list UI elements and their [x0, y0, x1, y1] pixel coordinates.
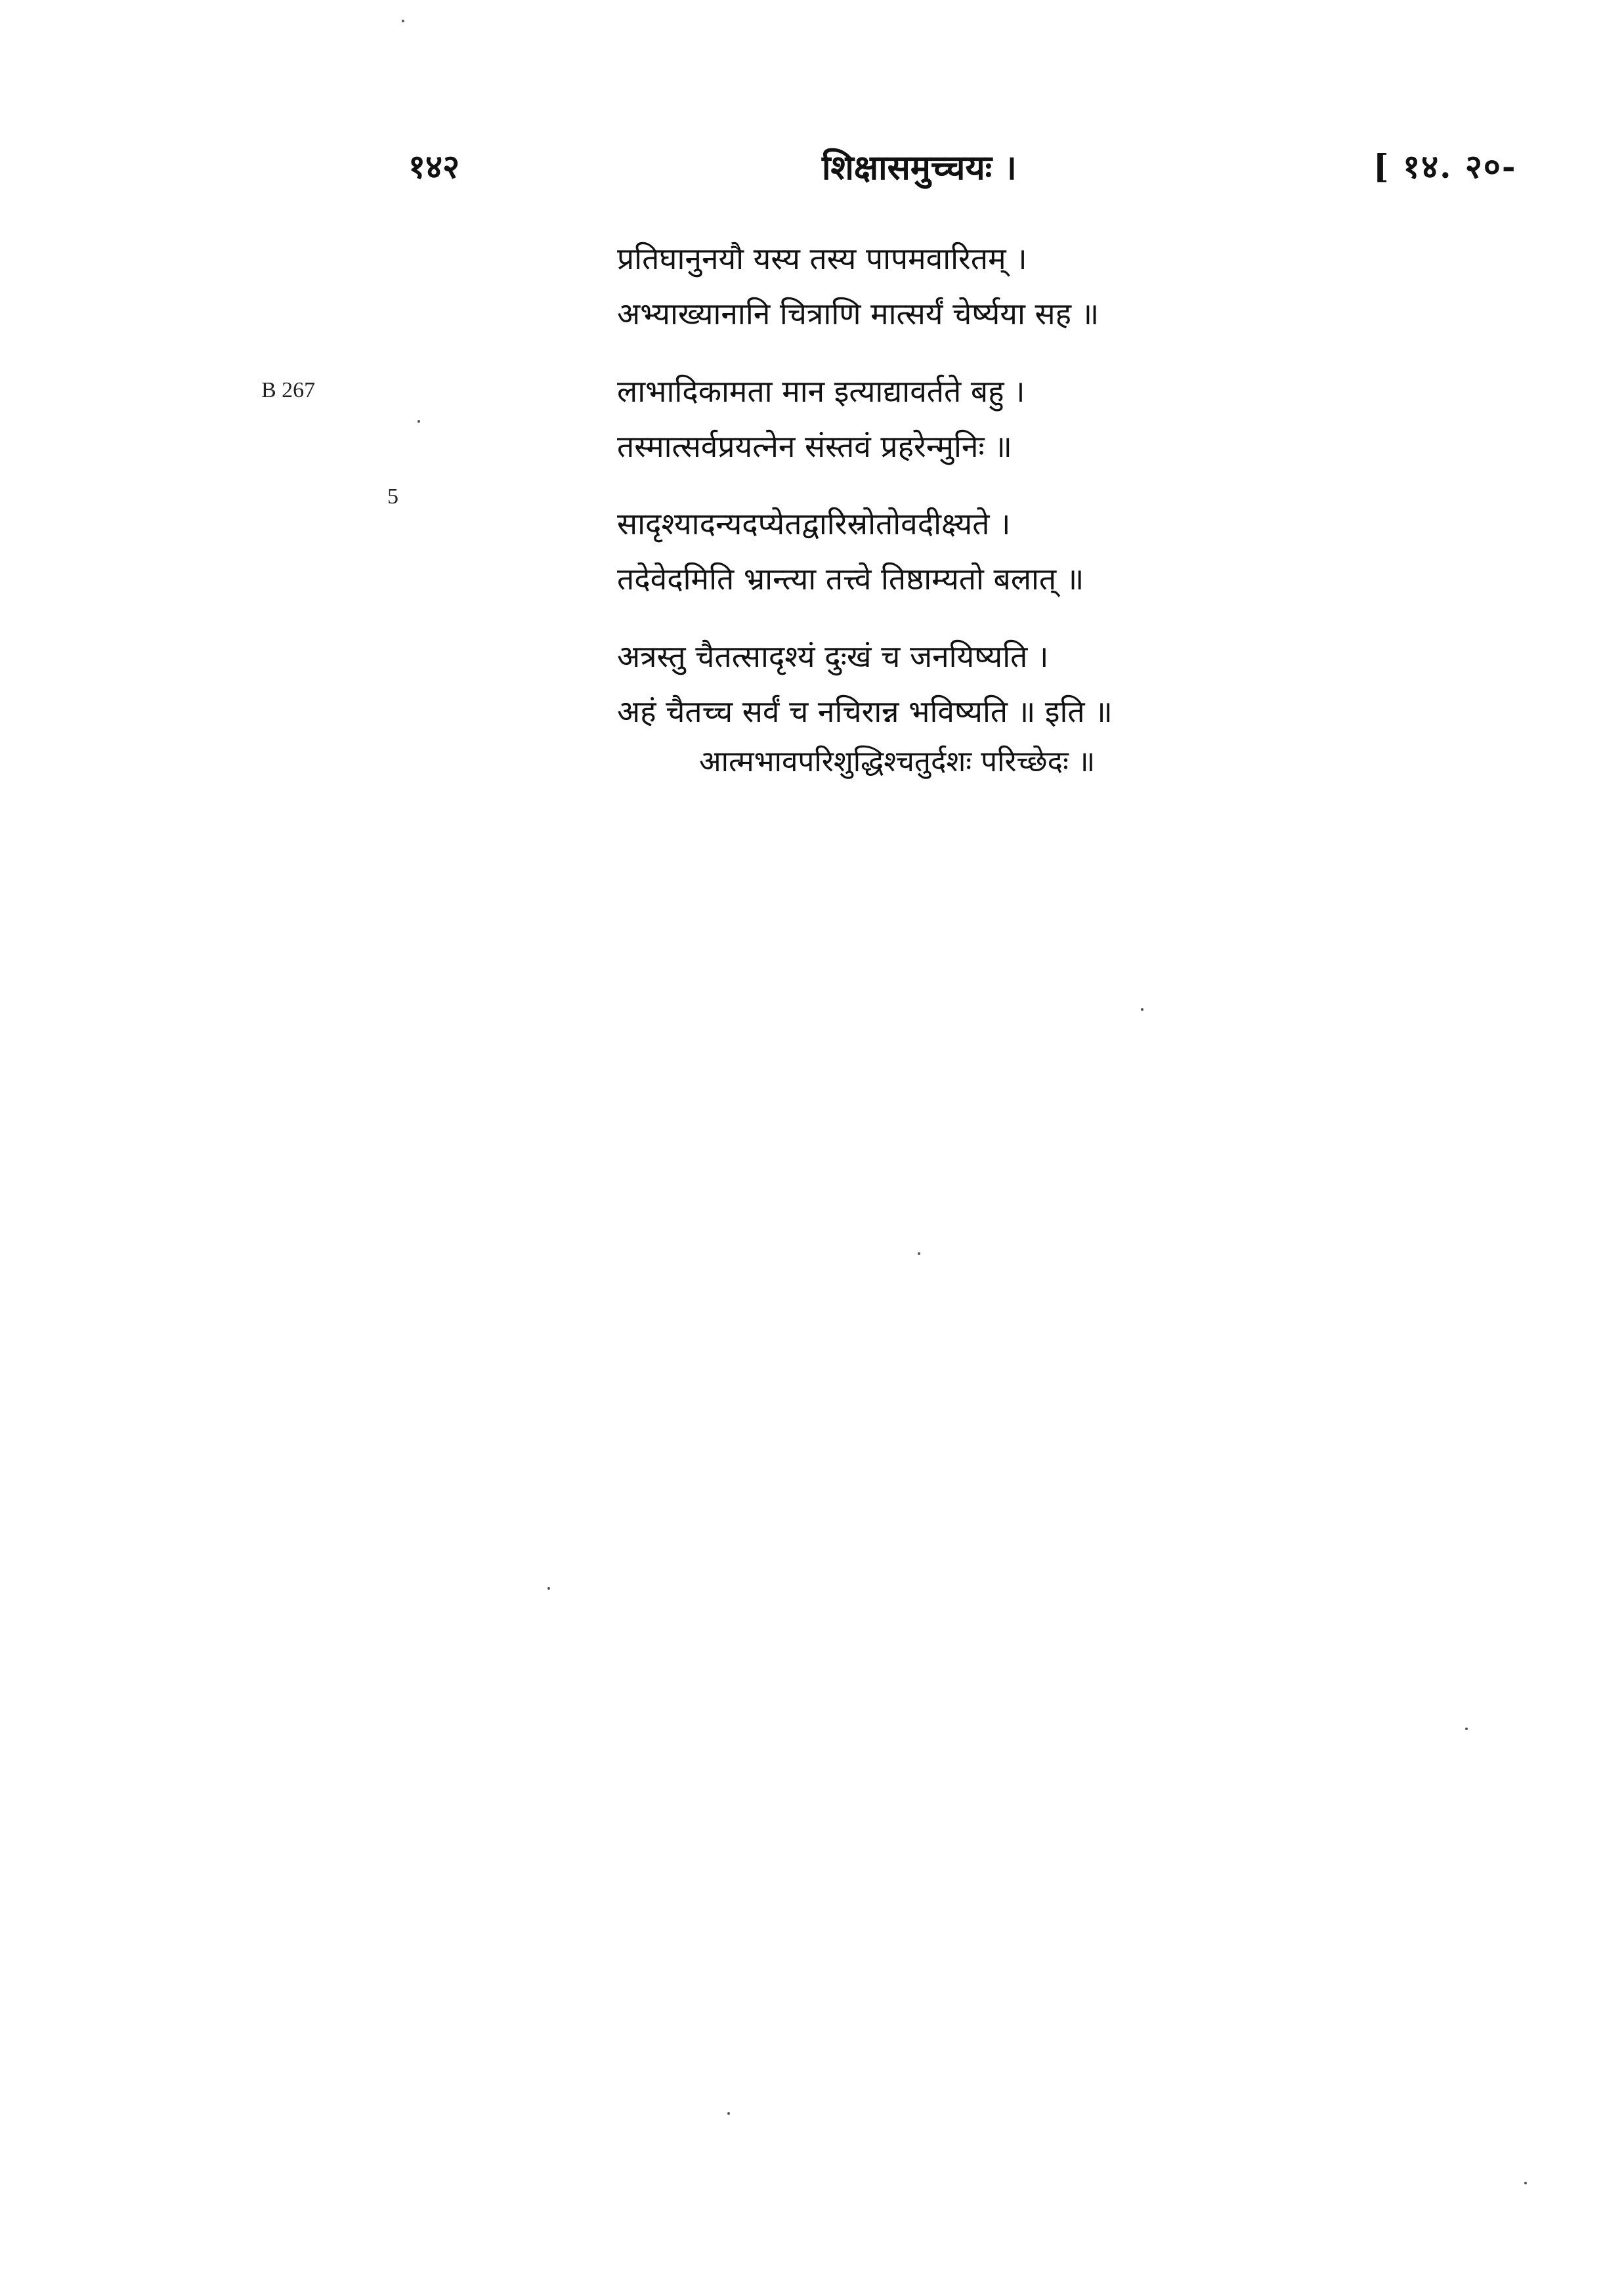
verse [617, 629, 1273, 739]
verse [617, 496, 1273, 606]
section-reference: [ १४. २०- [1373, 147, 1517, 186]
scan-speck [1524, 2182, 1527, 2184]
scan-speck [1465, 1728, 1468, 1730]
verse-line: लाभादिकामता मान इत्याद्यावर्तते बहु । [617, 373, 1025, 409]
verse-line: प्रतिघानुनयौ यस्य तस्य पापमवारितम् । [617, 241, 1027, 276]
running-title: शिक्षासमुच्चयः । [822, 148, 1017, 188]
page-header [0, 143, 1624, 196]
scan-speck [1141, 1008, 1143, 1011]
page-number: १४२ [408, 147, 459, 186]
scan-speck [727, 2112, 730, 2115]
verse-line: अत्रस्तु चैतत्सादृश्यं दुःखं च जनयिष्यति । [617, 639, 1049, 674]
verse-line: तस्मात्सर्वप्रयत्नेन संस्तवं प्रहरेन्मुनिः ॥ [617, 429, 1012, 464]
scan-speck [417, 420, 420, 423]
verse-line: अहं चैतच्च सर्वं च नचिरान्न भविष्यति ॥ इति ॥ [617, 694, 1113, 729]
verse [617, 231, 1273, 341]
scan-speck [918, 1252, 920, 1255]
verse-block [617, 231, 1273, 761]
margin-reference: B 267 [261, 378, 316, 402]
verse [617, 364, 1273, 474]
line-number: 5 [387, 484, 398, 509]
scan-speck [402, 20, 404, 22]
scan-speck [547, 1587, 550, 1590]
chapter-colophon: आत्मभावपरिशुद्धिश्चतुर्दशः परिच्छेदः ॥ [699, 745, 1096, 778]
verse-line: अभ्याख्यानानि चित्राणि मात्सर्यं चेर्ष्यया सह ॥ [617, 296, 1100, 331]
verse-line: सादृश्यादन्यदप्येतद्वारिस्रोतोवदीक्ष्यते । [617, 506, 1011, 541]
verse-line: तदेवेदमिति भ्रान्त्या तत्त्वे तिष्ठाम्यतो बलात् ॥ [617, 561, 1084, 597]
